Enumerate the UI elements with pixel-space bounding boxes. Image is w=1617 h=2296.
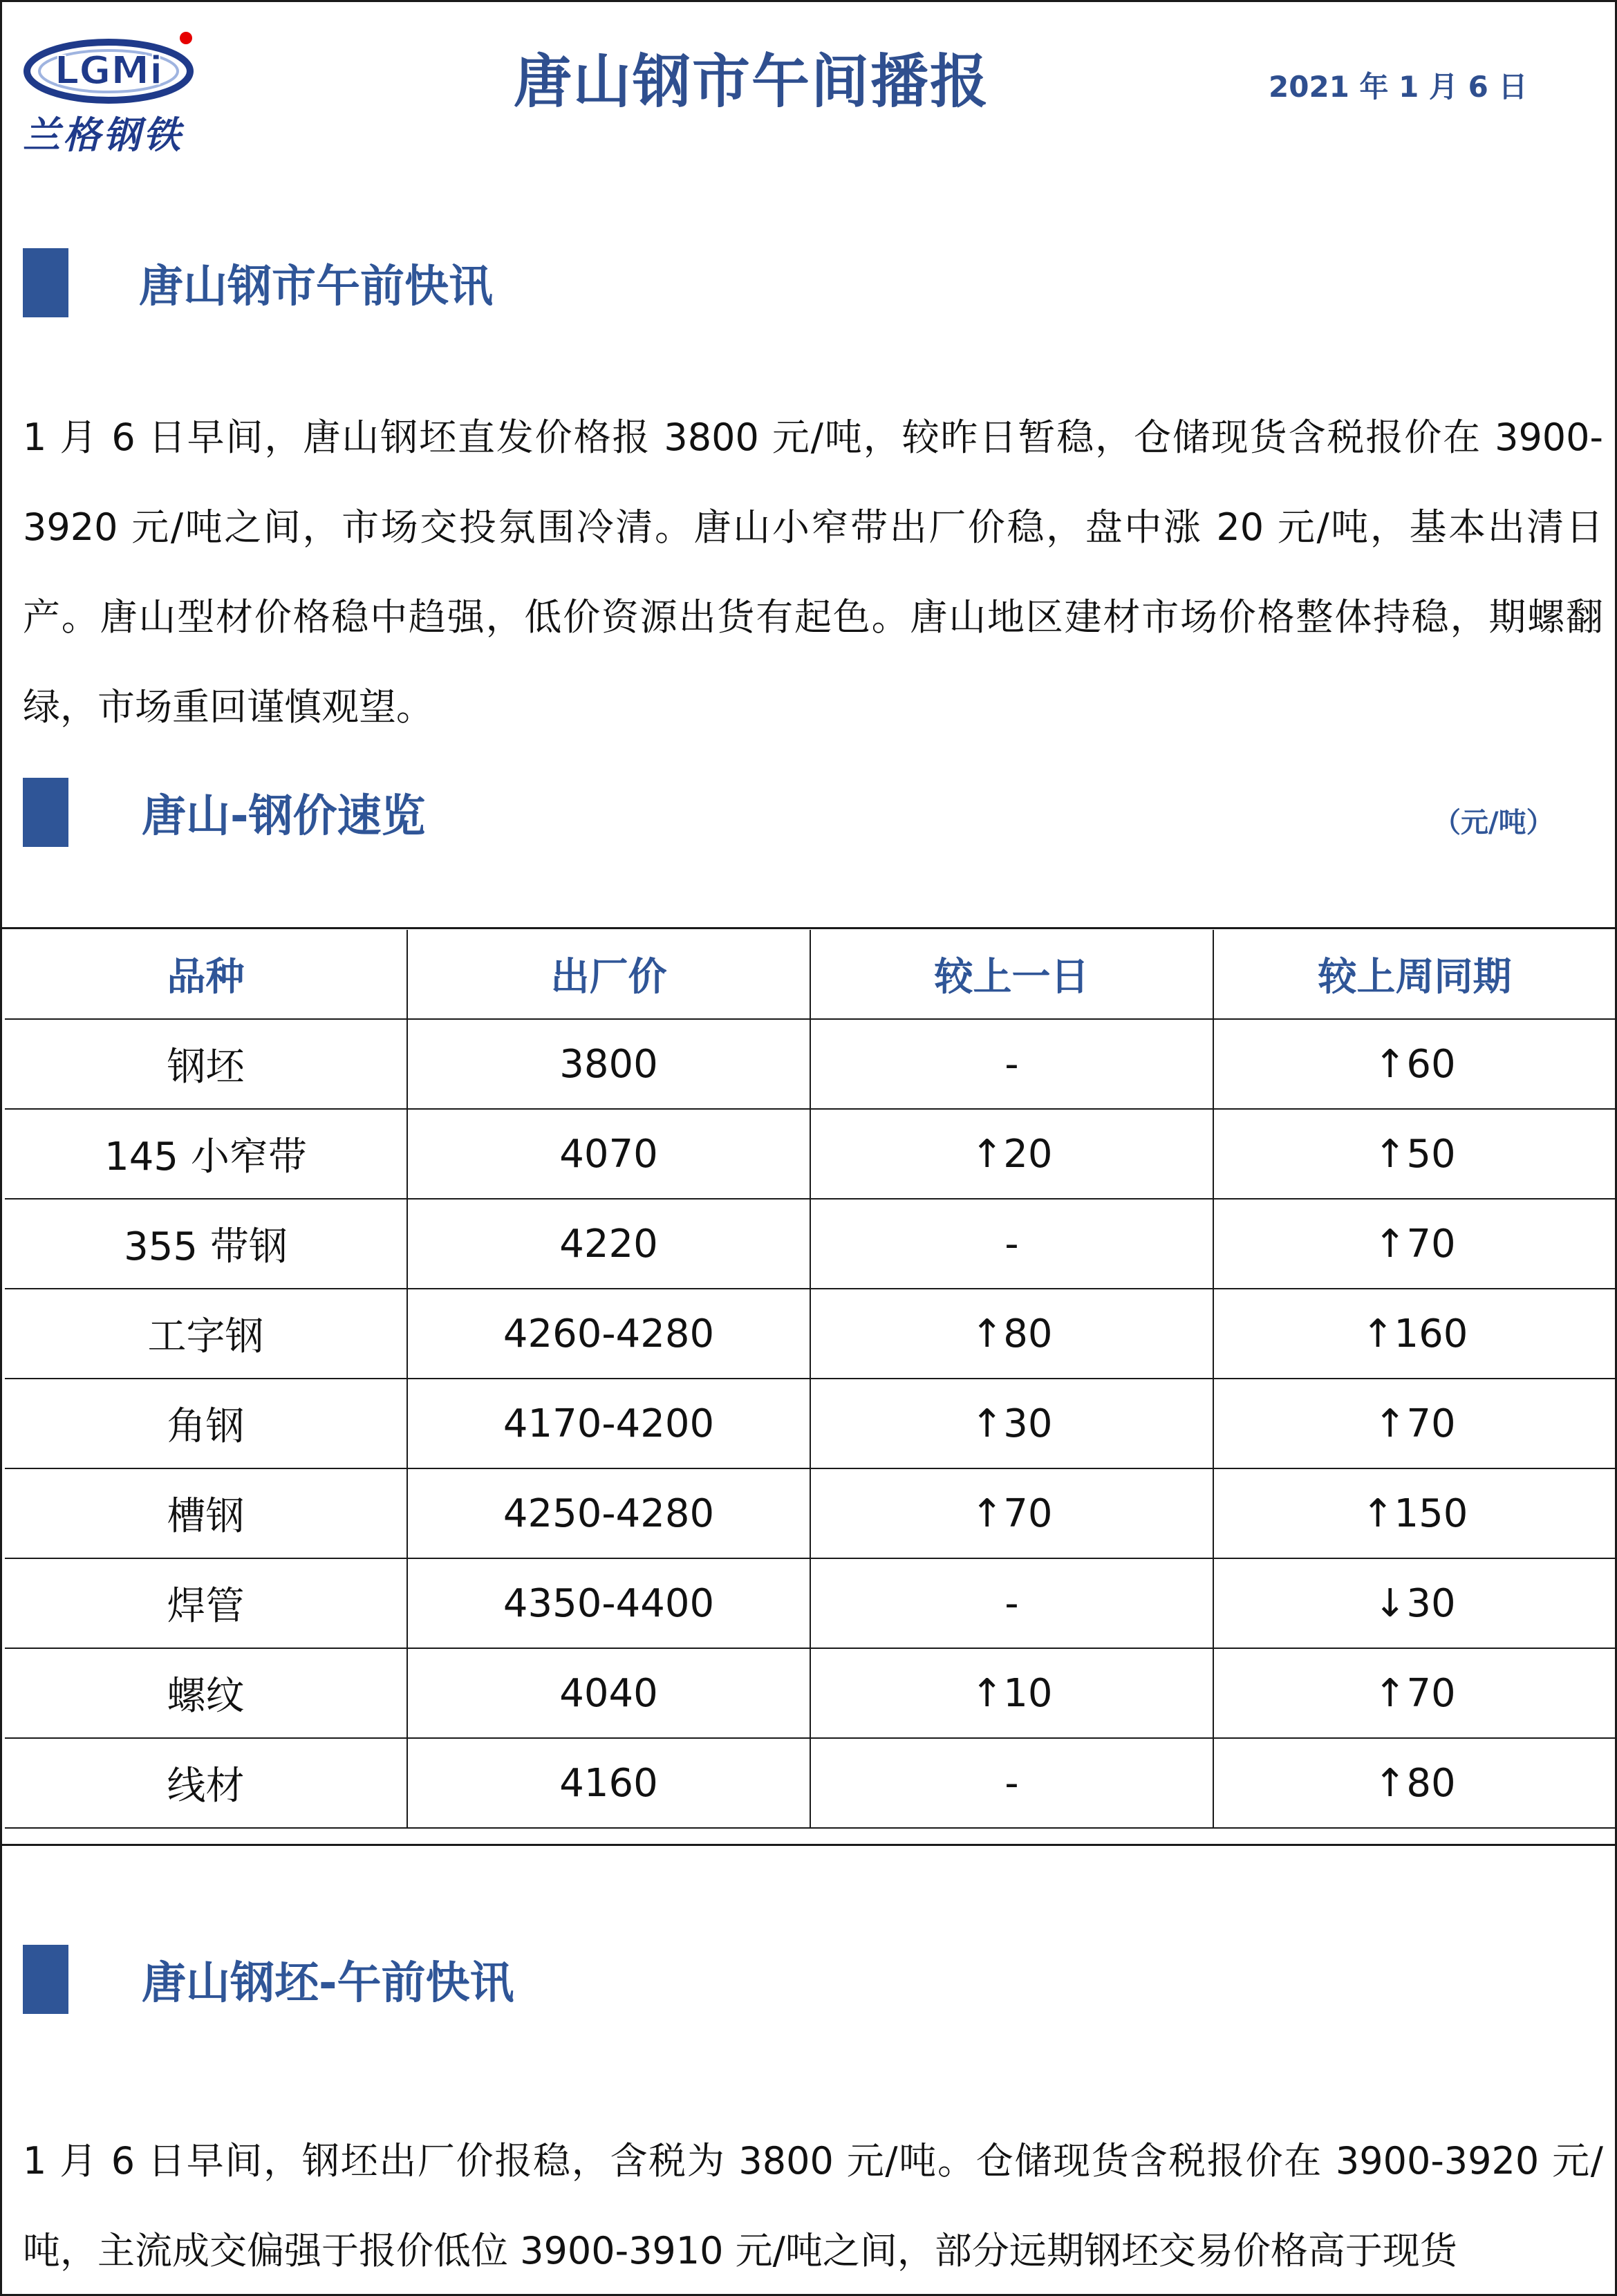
- product-cell: 螺纹: [5, 1648, 407, 1738]
- table-row: [5, 1468, 1616, 1558]
- price-cell: 4250-4280: [407, 1468, 810, 1558]
- day-change-cell: -: [810, 1019, 1213, 1109]
- table-row: [5, 1199, 1616, 1289]
- column-header: 品种: [5, 930, 407, 1019]
- news-paragraph: 1 月 6 日早间，唐山钢坯直发价格报 3800 元/吨，较昨日暂稳，仓储现货含税报价在 3900-3920 元/吨之间，市场交投氛围冷清。唐山小窄带出厂价稳，盘中涨 20 元/吨，基本出清日产。唐山型材价格稳中趋强，低价资源出货有起色。唐山地区建材市场价格整体持稳，期螺翻绿，市场重回谨慎观望。: [23, 416, 1603, 729]
- week-change-cell: ↑70: [1213, 1648, 1616, 1738]
- day-change-cell: -: [810, 1558, 1213, 1648]
- table-row: [5, 1109, 1616, 1199]
- section-title: 唐山-钢价速览: [142, 791, 426, 842]
- week-change-cell: ↑80: [1213, 1738, 1616, 1828]
- week-change-cell: ↑70: [1213, 1379, 1616, 1468]
- day-change-cell: -: [810, 1199, 1213, 1289]
- price-table: [5, 930, 1616, 1829]
- week-change-cell: ↑60: [1213, 1019, 1616, 1109]
- price-cell: 4070: [407, 1109, 810, 1199]
- day-change-cell: ↑20: [810, 1109, 1213, 1199]
- section-title: 唐山钢市午前快讯: [139, 261, 493, 312]
- week-change-cell: ↑50: [1213, 1109, 1616, 1199]
- table-top-rule: [2, 927, 1615, 929]
- section-bar: [23, 1945, 68, 2014]
- day-change-cell: ↑70: [810, 1468, 1213, 1558]
- billet-paragraph: 1 月 6 日早间，钢坯出厂价报稳，含税为 3800 元/吨。仓储现货含税报价在 3900-3920 元/吨，主流成交偏强于报价低位 3900-3910 元/吨之间，部分远期钢坯交易价格高于现货: [23, 2139, 1603, 2272]
- section-bar: [23, 248, 68, 317]
- week-change-cell: ↑160: [1213, 1289, 1616, 1379]
- product-cell: 槽钢: [5, 1468, 407, 1558]
- day-change-cell: ↑10: [810, 1648, 1213, 1738]
- price-cell: 4160: [407, 1738, 810, 1828]
- price-cell: 4040: [407, 1648, 810, 1738]
- section-title: 唐山钢坯-午前快讯: [142, 1958, 514, 2009]
- table-row: [5, 1379, 1616, 1468]
- product-cell: 钢坯: [5, 1019, 407, 1109]
- product-cell: 焊管: [5, 1558, 407, 1648]
- report-title: 唐山钢市午间播报: [514, 48, 990, 115]
- price-cell: 4350-4400: [407, 1558, 810, 1648]
- product-cell: 角钢: [5, 1379, 407, 1468]
- price-cell: 4170-4200: [407, 1379, 810, 1468]
- table-row: [5, 1648, 1616, 1738]
- day-change-cell: ↑80: [810, 1289, 1213, 1379]
- product-cell: 工字钢: [5, 1289, 407, 1379]
- product-cell: 145 小窄带: [5, 1109, 407, 1199]
- logo-text: 兰格钢铁: [23, 113, 183, 157]
- column-header: 较上周同期: [1213, 930, 1616, 1019]
- day-change-cell: ↑30: [810, 1379, 1213, 1468]
- table-row: [5, 1738, 1616, 1828]
- report-date: 2021 年 1 月 6 日: [1269, 70, 1528, 104]
- table-bottom-rule: [2, 1844, 1615, 1846]
- column-header: 较上一日: [810, 930, 1213, 1019]
- week-change-cell: ↑150: [1213, 1468, 1616, 1558]
- price-cell: 3800: [407, 1019, 810, 1109]
- product-cell: 线材: [5, 1738, 407, 1828]
- table-row: [5, 1019, 1616, 1109]
- price-cell: 4220: [407, 1199, 810, 1289]
- logo-mark: LGMi: [54, 48, 163, 93]
- table-header-row: [5, 930, 1616, 1019]
- product-cell: 355 带钢: [5, 1199, 407, 1289]
- price-cell: 4260-4280: [407, 1289, 810, 1379]
- unit-label: （元/吨）: [1433, 807, 1554, 839]
- column-header: 出厂价: [407, 930, 810, 1019]
- section-bar: [23, 778, 68, 847]
- week-change-cell: ↓30: [1213, 1558, 1616, 1648]
- table-row: [5, 1289, 1616, 1379]
- week-change-cell: ↑70: [1213, 1199, 1616, 1289]
- table-row: [5, 1558, 1616, 1648]
- day-change-cell: -: [810, 1738, 1213, 1828]
